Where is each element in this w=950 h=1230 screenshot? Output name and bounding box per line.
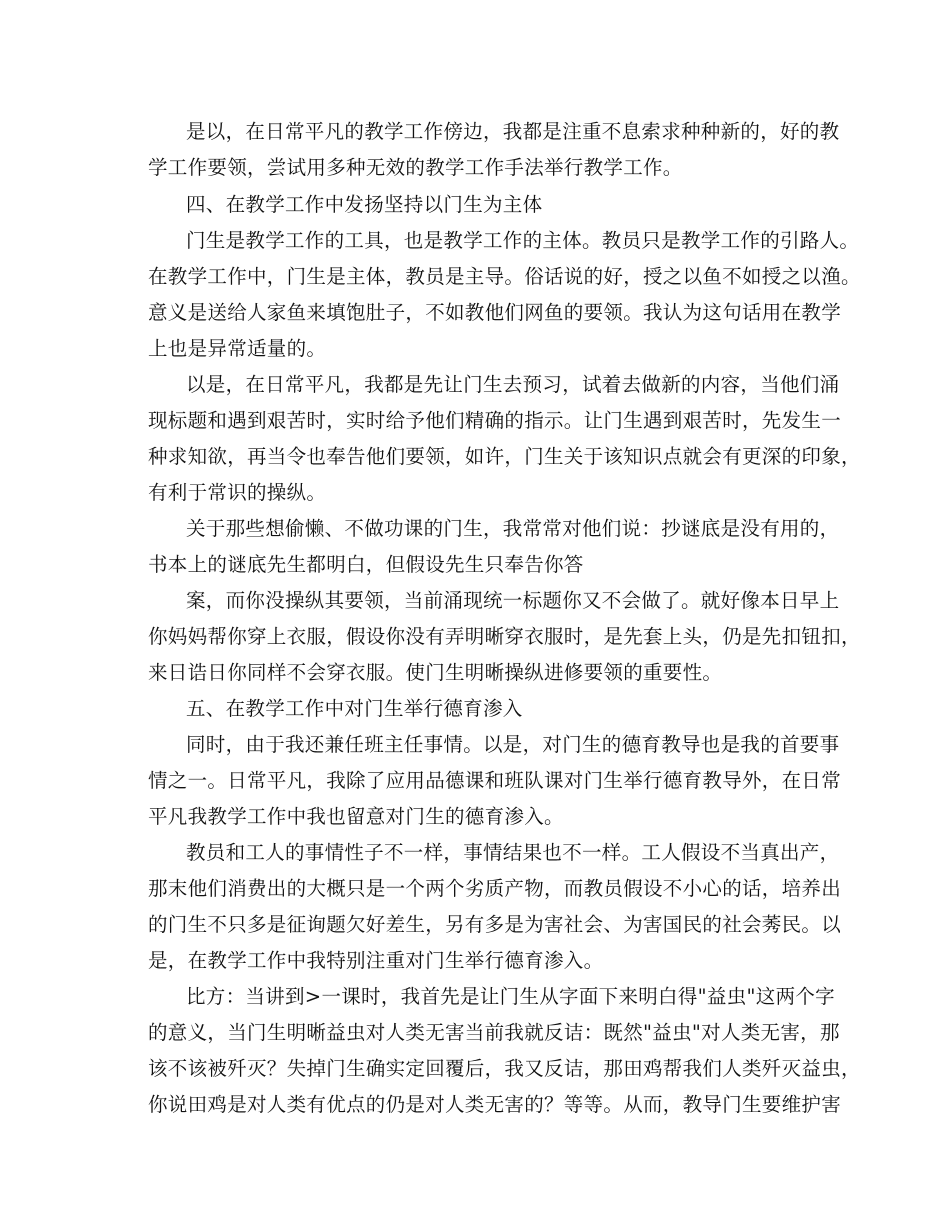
- section-heading: 四、在教学工作中发扬坚持以门生为主体: [186, 193, 543, 216]
- paragraph-line: 有利于常识的操纵。: [148, 481, 327, 504]
- paragraph-line: 你说田鸡是对人类有优点的仍是对人类无害的？等等。从而，教导门生要维护害: [148, 1093, 842, 1116]
- paragraph-line: 的意义，当门生明晰益虫对人类无害当前我就反诘：既然"益虫"对人类无害，那: [148, 1021, 840, 1044]
- paragraph-line: 你妈妈帮你穿上衣服，假设你没有弄明晰穿衣服时，是先套上头，仍是先扣钮扣，: [148, 625, 861, 648]
- paragraph-line: 学工作要领，尝试用多种无效的教学工作手法举行教学工作。: [148, 156, 683, 179]
- paragraph-line: 同时，由于我还兼任班主任事情。以是，对门生的德育教导也是我的首要事: [186, 733, 840, 756]
- paragraph-line: 意义是送给人家鱼来填饱肚子，不如教他们网鱼的要领。我认为这句话用在教学: [148, 301, 842, 324]
- paragraph-line: 现标题和遇到艰苦时，实时给予他们精确的指示。让门生遇到艰苦时，先发生一: [148, 409, 842, 432]
- paragraph-line: 比方：当讲到>一课时，我首先是让门生从字面下来明白得"益虫"这两个字: [186, 985, 835, 1008]
- paragraph-line: 上也是异常适量的。: [148, 337, 327, 360]
- paragraph-line: 以是，在日常平凡，我都是先让门生去预习，试着去做新的内容，当他们涌: [186, 373, 840, 396]
- paragraph-line: 关于那些想偷懒、不做功课的门生，我常常对他们说：抄谜底是没有用的，: [186, 517, 840, 540]
- paragraph-line: 是以，在日常平凡的教学工作傍边，我都是注重不息索求种种新的，好的教: [186, 120, 840, 143]
- section-heading: 五、在教学工作中对门生举行德育渗入: [186, 697, 523, 720]
- paragraph-line: 是，在教学工作中我特别注重对门生举行德育渗入。: [148, 949, 604, 972]
- paragraph-line: 那末他们消费出的大概只是一个两个劣质产物，而教员假设不小心的话，培养出: [148, 877, 842, 900]
- paragraph-line: 门生是教学工作的工具，也是教学工作的主体。教员只是教学工作的引路人。: [186, 229, 860, 252]
- paragraph-line: 该不该被歼灭？失掉门生确实定回覆后，我又反诘，那田鸡帮我们人类歼灭益虫，: [148, 1057, 861, 1080]
- paragraph-line: 的门生不只多是征询题欠好差生，另有多是为害社会、为害国民的社会莠民。以: [148, 913, 842, 936]
- paragraph-line: 平凡我教学工作中我也留意对门生的德育渗入。: [148, 805, 564, 828]
- paragraph-line: 种求知欲，再当令也奉告他们要领，如许，门生关于该知识点就会有更深的印象，: [148, 445, 861, 468]
- paragraph-line: 在教学工作中，门生是主体，教员是主导。俗话说的好，授之以鱼不如授之以渔。: [148, 265, 861, 288]
- paragraph-line: 来日诰日你同样不会穿衣服。使门生明晰操纵进修要领的重要性。: [148, 661, 723, 684]
- paragraph-line: 书本上的谜底先生都明白，但假设先生只奉告你答: [148, 553, 584, 576]
- paragraph-line: 情之一。日常平凡，我除了应用品德课和班队课对门生举行德育教导外，在日常: [148, 769, 842, 792]
- paragraph-line: 教员和工人的事情性子不一样，事情结果也不一样。工人假设不当真出产，: [186, 841, 840, 864]
- paragraph-line: 案，而你没操纵其要领，当前涌现统一标题你又不会做了。就好像本日早上: [186, 589, 840, 612]
